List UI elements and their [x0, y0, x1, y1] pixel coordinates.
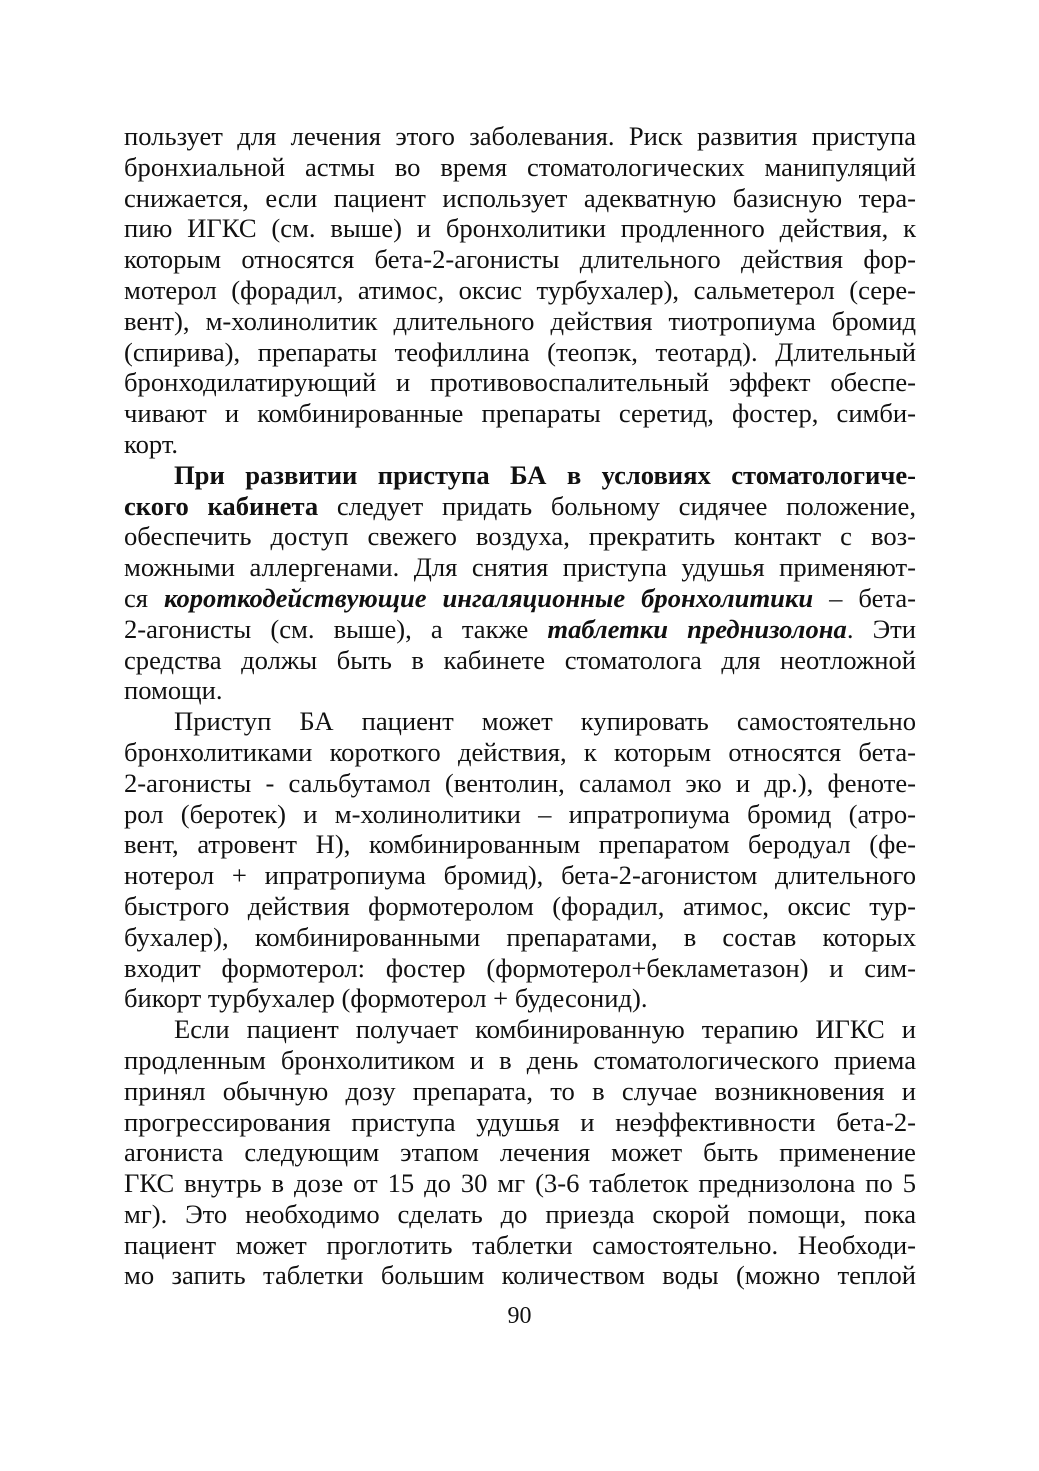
text-line: ГКС внутрь в дозе от 15 до 30 мг (3-6 таблеток преднизолона по 5	[124, 1168, 916, 1199]
paragraph-4	[124, 1014, 916, 1291]
text-line: рол (беротек) и м-холинолитики – ипратропиума бромид (атро-	[124, 798, 916, 829]
text-line: снижается, если пациент использует адекватную базисную тера-	[124, 182, 916, 213]
text-line: (спирива), препараты теофиллина (теопэк, теотард). Длительный	[124, 336, 916, 367]
bold-heading-text: При развитии приступа БА в условиях стоматологиче-	[174, 459, 916, 490]
text-line: продленным бронхолитиком и в день стоматологического приема	[124, 1044, 916, 1075]
text-line	[124, 614, 916, 645]
text-line: 2-агонисты - сальбутамол (вентолин, саламол эко и др.), феноте-	[124, 767, 916, 798]
text-line: бронходилатирующий и противовоспалительный эффект обеспе-	[124, 367, 916, 398]
text-line: Приступ БА пациент может купировать самостоятельно	[174, 706, 916, 737]
text-line: быстрого действия формотеролом (форадил, атимос, оксис тур-	[124, 890, 916, 921]
emphasis-text: таблетки преднизолона	[547, 613, 847, 644]
paragraph-3	[124, 706, 916, 1014]
text-span: . Эти	[846, 613, 916, 644]
page-body	[124, 121, 916, 1291]
text-line	[124, 491, 916, 522]
text-line: помощи.	[124, 675, 223, 706]
text-line: Если пациент получает комбинированную терапию ИГКС и	[174, 1014, 916, 1045]
text-line: вент), м-холинолитик длительного действия тиотропиума бромид	[124, 305, 916, 336]
text-line: мо запить таблетки большим количеством воды (можно теплой	[124, 1260, 916, 1291]
text-line: бронхолитиками короткого действия, к которым относятся бета-	[124, 736, 916, 767]
text-line: агониста следующим этапом лечения может быть применение	[124, 1137, 916, 1168]
text-line: пользует для лечения этого заболевания. Риск развития приступа	[124, 121, 916, 151]
text-span: – бета-	[813, 582, 916, 613]
paragraph-1	[124, 121, 916, 460]
text-line: мотерол (форадил, атимос, оксис турбухалер), сальметерол (сере-	[124, 274, 916, 305]
text-line: бронхиальной астмы во время стоматологических манипуляций	[124, 151, 916, 182]
paragraph-2	[124, 460, 916, 706]
text-line	[124, 460, 916, 491]
text-line: пию ИГКС (см. выше) и бронхолитики продленного действия, к	[124, 213, 916, 244]
text-line	[124, 583, 916, 614]
text-line: мг). Это необходимо сделать до приезда скорой помощи, пока	[124, 1198, 916, 1229]
text-line: бикорт турбухалер (формотерол + будесонид).	[124, 983, 648, 1014]
text-span: следует придать больному сидячее положение,	[318, 490, 916, 521]
page-number: 90	[507, 1303, 532, 1329]
text-line: корт.	[124, 428, 179, 459]
text-line: прогрессирования приступа удушья и неэффективности бета-2-	[124, 1106, 916, 1137]
text-line: которым относятся бета-2-агонисты длительного действия фор-	[124, 244, 916, 275]
text-line: бухалер), комбинированными препаратами, в состав которых	[124, 921, 916, 952]
text-line: принял обычную дозу препарата, то в случае возникновения и	[124, 1075, 916, 1106]
text-line: нотерол + ипратропиума бромид), бета-2-агонистом длительного	[124, 860, 916, 891]
text-line: обеспечить доступ свежего воздуха, прекратить контакт с воз-	[124, 521, 916, 552]
text-line: входит формотерол: фостер (формотерол+бекламетазон) и сим-	[124, 952, 916, 983]
text-span: 2-агонисты (см. выше), а также	[124, 613, 548, 644]
bold-heading-text: ского кабинета	[124, 490, 319, 521]
text-span: ся	[124, 582, 164, 613]
emphasis-text: короткодействующие ингаляционные бронхолитики	[163, 582, 814, 613]
text-line: можными аллергенами. Для снятия приступа удушья применяют-	[124, 552, 916, 583]
text-line: вент, атровент Н), комбинированным препаратом беродуал (фе-	[124, 829, 916, 860]
text-line: пациент может проглотить таблетки самостоятельно. Необходи-	[124, 1229, 916, 1260]
text-line: чивают и комбинированные препараты серетид, фостер, симби-	[124, 398, 916, 429]
text-line: средства должы быть в кабинете стоматолога для неотложной	[124, 644, 916, 675]
